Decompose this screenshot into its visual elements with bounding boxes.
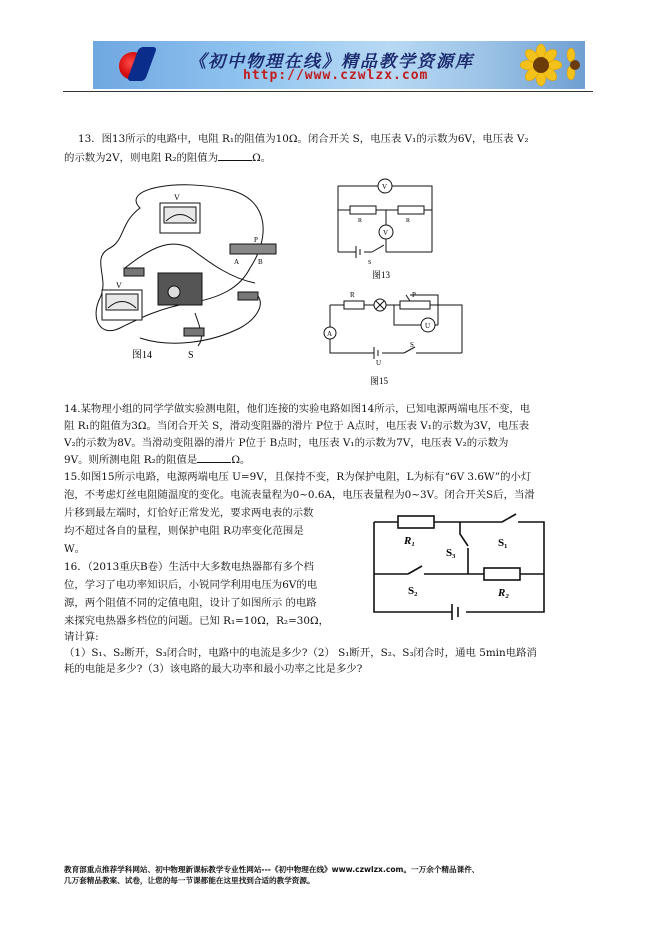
q13-line1: 13．图13所示的电路中，电阻 R₁的阻值为10Ω。闭合开关 S，电压表 V₁的示数为6V，电压表 V₂: [78, 133, 529, 145]
q16-line6: （1）S₁、S₂断开，S₃闭合时，电路中的电流是多少?（2） S₁断开，S₂、S₃闭合时，通电 5min电路消: [64, 647, 537, 659]
figure-16: [368, 512, 552, 624]
q15-line3: 片移到最左端时，灯恰好正常发光，要求两电表的示数: [64, 507, 314, 519]
figure-13: [328, 170, 440, 282]
header-rule: [63, 91, 593, 92]
q16-line4: 来探究电热器多档位的问题。已知 R₁=10Ω，R₂=30Ω，: [64, 615, 330, 627]
fig15-u-label: U: [376, 359, 382, 367]
fig13-v2-label: V: [383, 229, 389, 237]
q14-line4: [64, 452, 250, 468]
fig15-voltmeter-label: U: [425, 322, 431, 330]
q15-line5: W。: [64, 543, 86, 555]
q14-answer-blank: [197, 452, 231, 463]
fig15-caption: 图15: [370, 376, 389, 386]
q16-line2: 位，学习了电功率知识后，小锐同学利用电压为6V的电: [64, 579, 318, 591]
fig14-caption: 图14: [132, 350, 152, 361]
fig14-a-label: A: [234, 258, 240, 266]
q14-line2: 阻 R₁的阻值为3Ω。当闭合开关 S，滑动变阻器的滑片 P位于 A点时，电压表 V₁的示数为3V，电压表: [64, 420, 530, 432]
fig13-r1-label: R: [358, 218, 363, 224]
fig16-s3-label: S₃: [446, 547, 456, 559]
q14-line4-text: 9V。则所测电阻 R₂的阻值是: [64, 454, 198, 466]
fig14-v2-label: V: [116, 281, 122, 290]
fig16-s1-label: S₁: [498, 537, 508, 549]
header-title: 《初中物理在线》精品教学资源库: [189, 52, 474, 72]
q16-line1: 16．（2013重庆B卷）生活中大多数电热器都有多个档: [64, 561, 314, 573]
fig14-s-label: S: [188, 350, 194, 361]
q13-line2: [64, 150, 271, 166]
fig16-r2-label: R₂: [498, 587, 510, 599]
q15-line2: 泡，不考虑灯丝电阻随温度的变化。电流表量程为0~0.6A，电压表量程为0~3V。闭合开关S后，当滑: [64, 489, 535, 501]
q14-line4-unit: Ω。: [231, 454, 251, 466]
fig16-r1-label: R₁: [404, 535, 416, 547]
fig14-v1-label: V: [174, 193, 180, 202]
q16-line5: 请计算:: [64, 631, 99, 643]
footer-line1: 教育部重点推荐学科网站、初中物理新课标教学专业性网站---《初中物理在线》www.czwlzx.com。一万余个精品课件、: [64, 865, 480, 874]
q15-line4: 均不超过各自的量程，则保护电阻 R功率变化范围是: [64, 525, 304, 537]
fig13-v1-label: V: [382, 183, 388, 191]
q13-answer-blank: [218, 150, 252, 161]
q13-line2-text: 的示数为2V，则电阻 R₂的阻值为: [64, 152, 219, 164]
q16-line7: 耗的电能是多少?（3）该电路的最大功率和最小功率之比是多少?: [64, 663, 363, 675]
header-banner: [93, 41, 585, 89]
fig15-p-label: P: [412, 291, 416, 299]
fig14-b-label: B: [258, 258, 263, 266]
footer-line2: 几万套精品教案、试卷，让您的每一节课都能在这里找到合适的教学资源。: [64, 876, 315, 885]
sunflower-image: [513, 43, 583, 87]
figure-15: [318, 285, 470, 391]
q14-line3: V₂的示数为8V。当滑动变阻器的滑片 P位于 B点时，电压表 V₁的示数为7V，电压表 V₂的示数为: [64, 437, 509, 449]
page-footer: [64, 864, 479, 886]
q15-line1: 15.如图15所示电路，电源两端电压 U=9V，且保持不变，R为保护电阻，L为标有“6V 3.6W”的小灯: [64, 471, 532, 483]
figure-14: [80, 178, 280, 364]
fig16-s2-label: S₂: [408, 585, 418, 597]
q13-line2-unit: Ω。: [252, 152, 272, 164]
fig15-s-label: S: [410, 341, 414, 349]
fig13-caption: 图13: [372, 270, 391, 280]
fig15-ammeter-label: A: [327, 330, 333, 338]
fig13-s-label: S: [368, 260, 372, 266]
fig14-p-label: P: [254, 236, 258, 244]
q14-line1: 14.某物理小组的同学学做实验测电阻，他们连接的实验电路如图14所示，已知电源两端电压不变，电: [64, 403, 531, 415]
fig13-r2-label: R: [406, 218, 411, 224]
q16-line3: 源，两个阻值不同的定值电阻，设计了如图所示 的电路: [64, 597, 317, 609]
fig15-r-label: R: [350, 291, 355, 299]
header-url[interactable]: http://www.czwlzx.com: [243, 68, 429, 83]
